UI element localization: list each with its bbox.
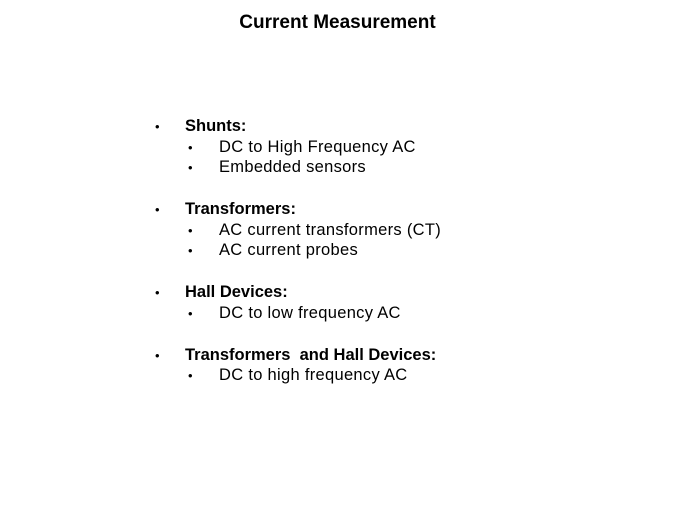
bullet-list [155, 116, 635, 386]
sub-bullet [155, 365, 635, 386]
sub-bullet-text: Embedded sensors [219, 158, 366, 177]
sub-bullet-text: DC to High Frequency AC [219, 137, 416, 156]
bullet-heading [155, 199, 635, 220]
bullet-group-shunts [155, 116, 635, 178]
bullet-group-transformers [155, 199, 635, 261]
bullet-dot-icon: • [188, 139, 193, 155]
sub-bullet-text: AC current probes [219, 241, 358, 260]
bullet-dot-icon: • [155, 347, 160, 363]
bullet-dot-icon: • [155, 119, 160, 134]
bullet-heading [155, 282, 635, 303]
sub-bullet [155, 137, 635, 158]
sub-bullet [155, 240, 635, 261]
bullet-group-transformers-and-hall [155, 345, 635, 386]
bullet-heading [155, 116, 635, 137]
bullet-heading-text: Transformers: [185, 200, 296, 219]
bullet-dot-icon: • [188, 243, 193, 259]
sub-bullet-text: DC to high frequency AC [219, 366, 408, 385]
sub-bullet [155, 303, 635, 324]
slide-title: Current Measurement [239, 12, 436, 33]
sub-bullet-text: DC to low frequency AC [219, 303, 401, 322]
bullet-dot-icon: • [188, 305, 193, 321]
bullet-group-hall-devices [155, 282, 635, 323]
bullet-heading-text: Shunts: [185, 117, 247, 135]
sub-bullet-text: AC current transformers (CT) [219, 220, 442, 239]
bullet-heading-text: Hall Devices: [185, 283, 288, 302]
bullet-dot-icon: • [188, 160, 193, 176]
sub-bullet [155, 220, 635, 241]
bullet-dot-icon: • [155, 202, 160, 218]
bullet-heading [155, 345, 635, 366]
bullet-heading-text: Transformers and Hall Devices: [185, 345, 437, 364]
bullet-dot-icon: • [155, 285, 160, 301]
sub-bullet [155, 157, 635, 178]
bullet-dot-icon: • [188, 222, 193, 238]
bullet-dot-icon: • [188, 368, 193, 384]
